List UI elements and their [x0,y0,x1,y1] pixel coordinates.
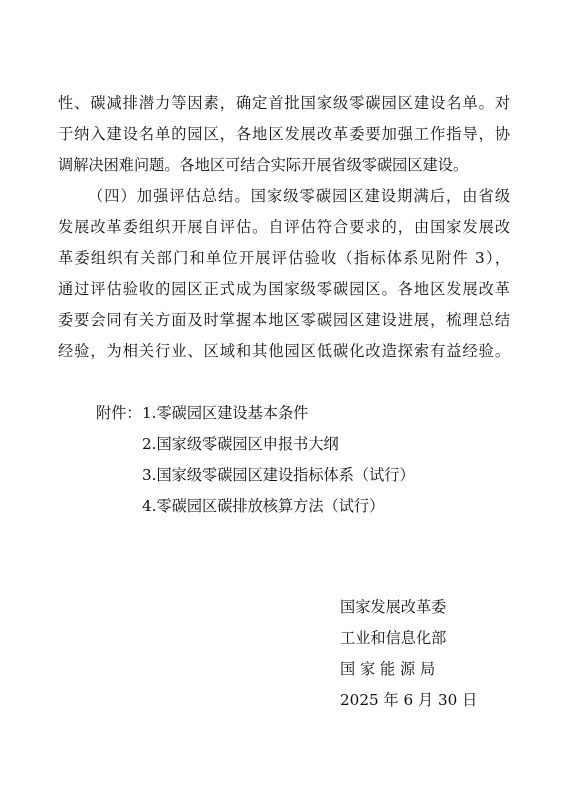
body-line-6: 革委组织有关部门和单位开展评估验收（指标体系见附件 3）， [58,249,510,267]
body-line-2: 于纳入建设名单的园区，各地区发展改革委要加强工作指导，协 [58,125,510,143]
issue-date: 2025 年 6 月 30 日 [340,691,478,709]
issuer-ndrc: 国家发展改革委 [340,598,447,616]
body-line-7: 通过评估验收的园区正式成为国家级零碳园区。各地区发展改革 [58,280,510,298]
attachment-item-3: 3.国家级零碳园区建设指标体系（试行） [142,466,415,484]
body-line-9: 经验，为相关行业、区域和其他园区低碳化改造探索有益经验。 [58,342,510,360]
attachment-item-1: 1.零碳园区建设基本条件 [142,404,309,422]
attachments-label: 附件： [96,404,142,422]
body-line-4: （四）加强评估总结。国家级零碳园区建设期满后，由省级 [88,187,510,205]
body-line-8: 委要会同有关方面及时掌握本地区零碳园区建设进展，梳理总结 [58,311,510,329]
issuer-nea: 国 家 能 源 局 [340,660,436,678]
issuer-miit: 工业和信息化部 [340,629,447,647]
body-line-3: 调解决困难问题。各地区可结合实际开展省级零碳园区建设。 [58,156,469,174]
attachment-item-2: 2.国家级零碳园区申报书大纲 [142,435,339,453]
body-line-5: 发展改革委组织开展自评估。自评估符合要求的，由国家发展改 [58,218,510,236]
attachment-item-4: 4.零碳园区碳排放核算方法（试行） [142,497,385,515]
body-line-1: 性、碳减排潜力等因素，确定首批国家级零碳园区建设名单。对 [58,94,510,112]
